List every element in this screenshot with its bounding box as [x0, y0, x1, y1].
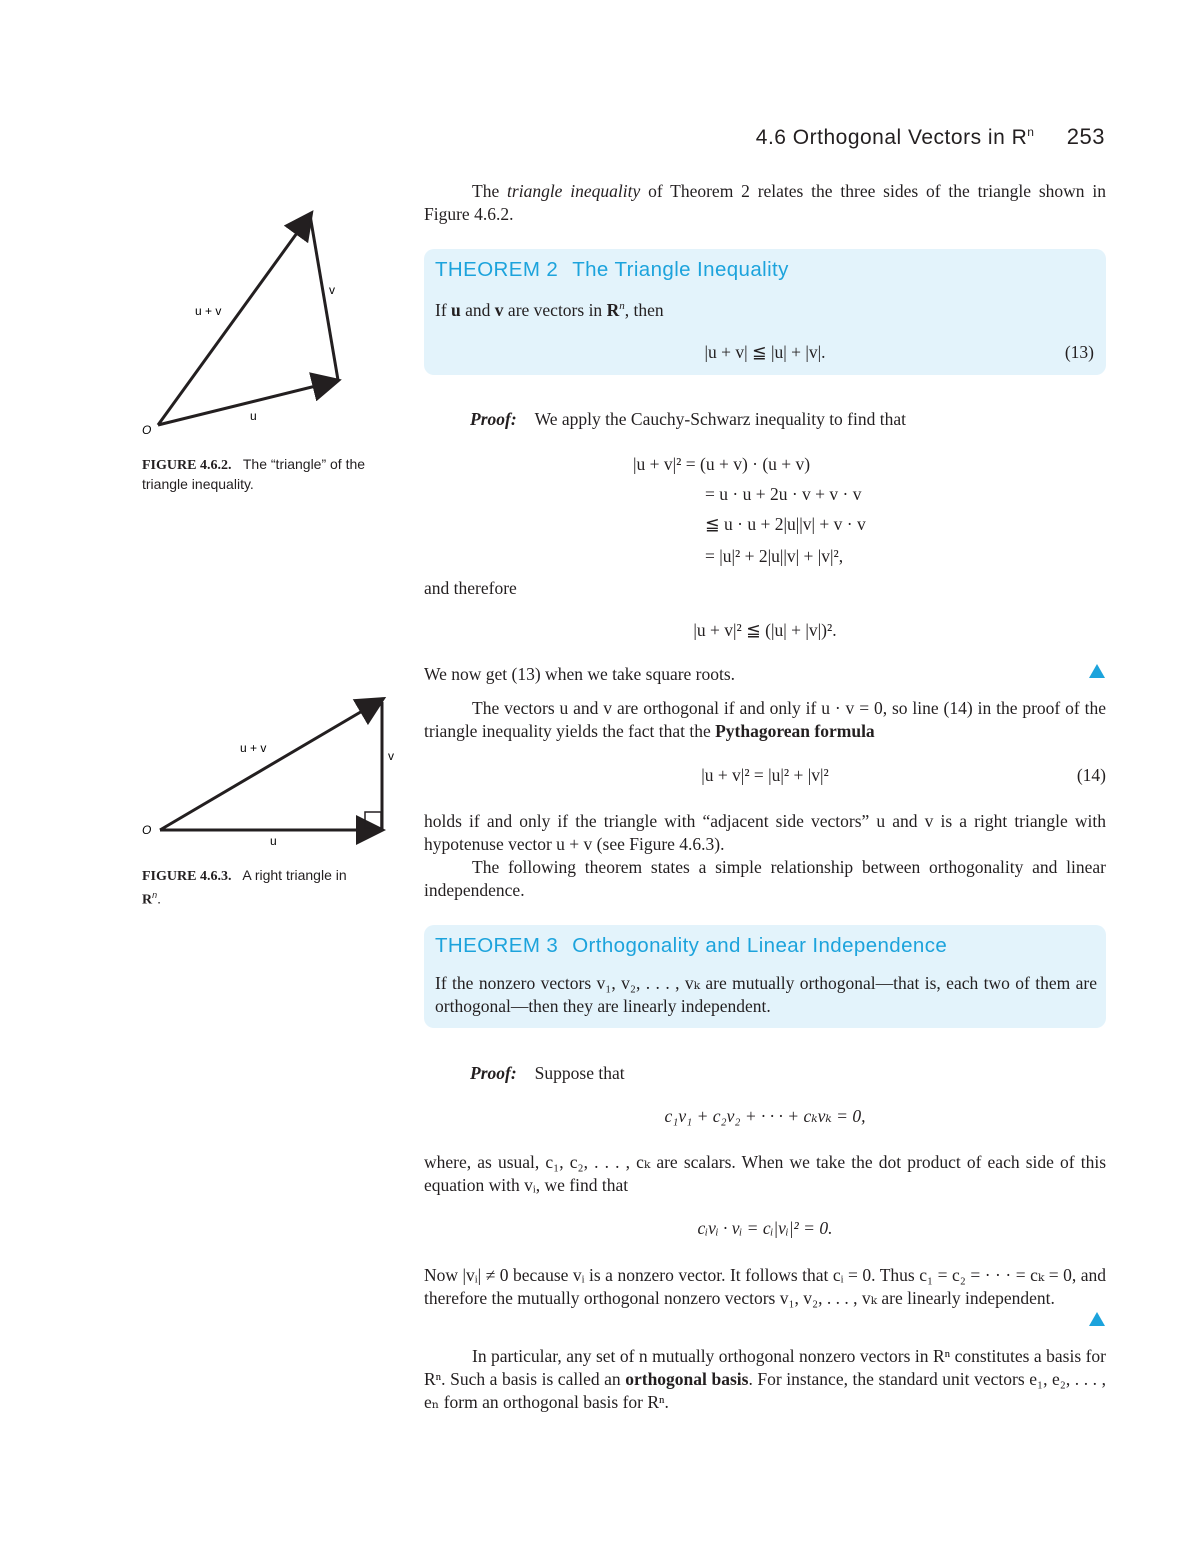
section-title-sup: n: [1027, 125, 1035, 139]
figure-caption-1: [142, 455, 402, 493]
proof-2-paragraph-1: where, as usual, c₁, c₂, . . . , cₖ are scalars. When we take the dot product of each side of this equation with vᵢ, we find that: [424, 1152, 1106, 1195]
triangle-figure: [140, 205, 360, 440]
equation-13: |u + v| ≦ |u| + |v|.: [704, 342, 826, 362]
statement-and: and: [460, 299, 495, 320]
intro-italic: triangle inequality: [507, 181, 641, 201]
intro-text-start: The: [472, 181, 508, 201]
label-sum: u + v: [195, 304, 222, 318]
right-angle-marker: [365, 812, 381, 828]
and-therefore: and therefore: [424, 578, 517, 598]
label-sum: u + v: [240, 741, 267, 755]
proof-2-text: Suppose that: [534, 1063, 625, 1083]
theorem-3-label: THEOREM 3: [435, 934, 559, 957]
proof-result-eq: |u + v|² ≦ (|u| + |v|)².: [693, 620, 837, 640]
pythagoras-text: The vectors u and v are orthogonal if and only if u · v = 0, so line (14) in the proof of the triangle inequality yields the fact that the: [424, 698, 1106, 741]
figure-caption-text: The “triangle” of the triangle inequality.: [142, 456, 366, 492]
pythagorean-formula-term: Pythagorean formula: [715, 721, 875, 741]
space-r: R: [606, 299, 620, 320]
vector-v-arrow: [310, 215, 338, 380]
theorem-3-box: [424, 925, 1106, 1028]
hypotenuse-arrow: [160, 700, 381, 830]
right-triangle-figure: [140, 690, 394, 848]
theorem-3-heading: [435, 934, 947, 958]
figure-number: FIGURE 4.6.3.: [142, 869, 232, 884]
caption-end: .: [157, 890, 162, 907]
theorem-3-intro: The following theorem states a simple relationship between orthogonality and linear independence.: [424, 857, 1106, 900]
label-origin: O: [142, 423, 152, 437]
running-head: [756, 124, 1105, 150]
end-of-proof-icon: [1089, 664, 1105, 678]
statement-mid: are vectors in: [503, 299, 607, 320]
end-of-proof-icon: [1089, 1312, 1105, 1326]
proof-eq-line-1: |u + v|² = (u + v) · (u + v): [633, 454, 811, 474]
proof-eq-line-2: = u · u + 2u · v + v · v: [705, 484, 862, 504]
vector-u: u: [451, 299, 461, 320]
proof-2-intro: [470, 1062, 625, 1085]
dot-product-eq: cᵢvᵢ · vᵢ = cᵢ|vᵢ|² = 0.: [697, 1218, 833, 1238]
pythagoras-condition: holds if and only if the triangle with “adjacent side vectors” u and v is a right triangle with hypotenuse vector u + v (see Figure 4.6.3).: [424, 811, 1106, 854]
equation-14: |u + v|² = |u|² + |v|²: [701, 765, 829, 785]
proof-2-paragraph-2: Now |vᵢ| ≠ 0 because vᵢ is a nonzero vector. It follows that cᵢ = 0. Thus c₁ = c₂ = · · · = cₖ = 0, and therefore the mutually orthogonal nonzero vectors v₁, v₂, . . . , vₖ are linearly independent.: [424, 1265, 1106, 1308]
statement-start: If: [435, 299, 452, 320]
figure-caption-text: A right triangle in: [242, 867, 347, 883]
theorem-2-heading: [435, 258, 789, 282]
space-sup: n: [619, 300, 625, 312]
theorem-3-title: Orthogonality and Linear Independence: [572, 934, 948, 957]
figure-caption-2: [142, 866, 402, 910]
orthogonal-basis-term: orthogonal basis: [625, 1369, 749, 1389]
proof-1-text: We apply the Cauchy-Schwarz inequality to find that: [534, 409, 906, 429]
proof-1-intro: [470, 408, 906, 431]
theorem-2-statement: [435, 295, 664, 322]
theorem-2-box: [424, 249, 1106, 375]
proof-1-conclusion: We now get (13) when we take square roots.: [424, 664, 736, 684]
closing-text-start: In particular, any set of n mutually orthogonal nonzero vectors in Rⁿ constitutes a basis for Rⁿ. Such a basis is called an: [424, 1346, 1106, 1389]
label-v: v: [329, 283, 335, 297]
section-title: 4.6 Orthogonal Vectors in R: [755, 126, 1028, 149]
intro-paragraph: [424, 180, 1106, 226]
label-u: u: [250, 409, 257, 423]
caption-space-sup: n: [152, 890, 158, 900]
equation-14-number: (14): [1076, 765, 1106, 785]
theorem-3-statement: If the nonzero vectors v₁, v₂, . . . , vₖ are mutually orthogonal—that is, each two of them are orthogonal—then they are linearly independent.: [435, 973, 1097, 1016]
label-origin: O: [142, 823, 152, 837]
proof-label: Proof:: [470, 1063, 517, 1083]
label-u: u: [270, 834, 277, 848]
theorem-2-title: The Triangle Inequality: [572, 258, 789, 281]
pythagoras-paragraph: [424, 697, 1106, 743]
label-v: v: [388, 749, 394, 763]
closing-text-end: . For instance, the standard unit vectors e₁, e₂, . . . , eₙ form an orthogonal basis for Rⁿ.: [424, 1369, 1106, 1412]
proof-eq-line-3: ≦ u · u + 2|u||v| + v · v: [705, 514, 866, 534]
proof-label: Proof:: [470, 409, 517, 429]
proof-eq-line-4: = |u|² + 2|u||v| + |v|²,: [705, 546, 844, 566]
vector-v: v: [494, 299, 504, 320]
figure-number: FIGURE 4.6.2.: [142, 458, 232, 473]
statement-end: , then: [624, 299, 664, 320]
equation-13-number: (13): [1064, 342, 1094, 362]
closing-paragraph: [424, 1345, 1106, 1414]
linear-combination-eq: c₁v₁ + c₂v₂ + · · · + cₖvₖ = 0,: [664, 1106, 866, 1126]
intro-text-end: of Theorem 2 relates the three sides of the triangle shown in Figure 4.6.2.: [424, 181, 1106, 224]
caption-space: R: [142, 892, 153, 908]
page-number: 253: [1066, 124, 1105, 149]
theorem-2-label: THEOREM 2: [435, 258, 559, 281]
